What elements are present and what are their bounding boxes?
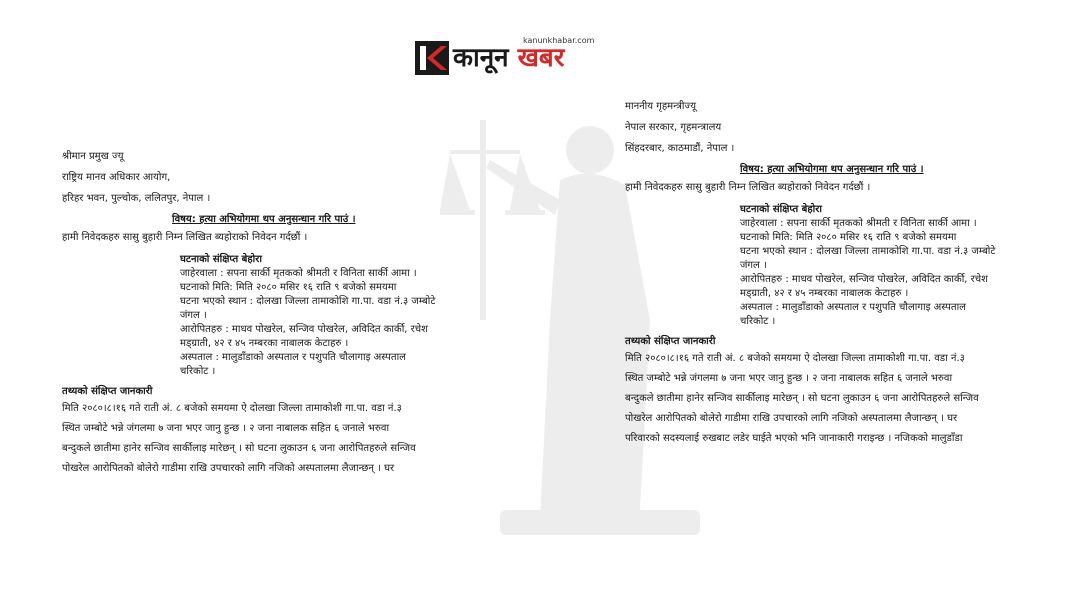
facts-line: बन्दुकले छातीमा हानेर सन्जिव सार्कीलाइ मारेछन् । सो घटना लुकाउन ६ जना आरोपितहरुले सन्जिव xyxy=(62,443,416,454)
addressee-line: राष्ट्रिय मानव अधिकार आयोग, xyxy=(62,172,171,183)
letter-intro: हामी निवेदकहरु सासु बुहारी निम्न लिखित ब्यहोराको निवेदन गर्दछौं । xyxy=(625,182,871,193)
summary-line: आरोपितहरु : माधव पोखरेल, सन्जिव पोखरेल, अविदित कार्की, रचेश xyxy=(740,274,988,285)
summary-title: घटनाको संक्षिप्त बेहोरा xyxy=(740,204,822,215)
brand-name-khabar: खबर xyxy=(517,43,565,73)
summary-line: जाहेरवाला : सपना सार्की मृतकको श्रीमती र विनिता सार्की आमा । xyxy=(740,218,977,229)
summary-section xyxy=(625,203,1025,329)
summary-line: घटना भएको स्थान : दोलखा जिल्ला तामाकोशि गा.पा. वडा नं.३ जम्बोटे xyxy=(740,246,996,257)
facts-line: स्थित जम्बोटे भन्ने जंगलमा ७ जना भएर जानु हुन्छ । २ जना नाबालक सहित ६ जनाले भरुवा xyxy=(625,373,953,384)
summary-line: घटना भएको स्थान : दोलखा जिल्ला तामाकोशि गा.पा. वडा नं.३ जम्बोटे xyxy=(180,296,436,307)
summary-line: चरिकोट । xyxy=(740,316,776,327)
facts-line: पोखरेल आरोपितको बोलेरो गाडीमा राखि उपचारको लागि नजिको अस्पतालमा लैजान्छन् । घर xyxy=(625,413,958,424)
addressee-line: नेपाल सरकार, गृहमन्त्रालय xyxy=(625,122,722,133)
summary-line: घटनाको मिति: मिति २०८० मसिर १६ राति ९ बजेको समयमा xyxy=(180,282,397,293)
summary-section xyxy=(62,253,462,379)
brand-k-logo-icon xyxy=(415,41,449,75)
facts-line: परिवारको सदस्यलाई रुखबाट लडेर घाईते भएको भनि जानाकारी गराइन्छ । नजिकको मालुडाँडा xyxy=(625,433,963,444)
addressee-line: सिंहदरबार, काठमाडौं, नेपाल । xyxy=(625,143,735,154)
summary-line: चरिकोट । xyxy=(180,366,216,377)
summary-line: मड्ग्राती, ४२ र ४५ नम्बरका नाबालक केटाहरु । xyxy=(180,338,349,349)
summary-line: घटनाको मिति: मिति २०८० मसिर १६ राति ९ बजेको समयमा xyxy=(740,232,957,243)
facts-line: स्थित जम्बोटे भन्ने जंगलमा ७ जना भएर जानु हुन्छ । २ जना नाबालक सहित ६ जनाले भरुवा xyxy=(62,423,390,434)
facts-body xyxy=(62,399,462,479)
letter-subject: विषय: हत्या अभियोगमा थप अनुसन्धान गरि पाउं । xyxy=(172,214,356,225)
letter-subject: विषय: हत्या अभियोगमा थप अनुसन्धान गरि पाउं । xyxy=(740,164,924,175)
summary-line: जंगल । xyxy=(180,310,207,321)
summary-line: अस्पताल : मालुडाँडाको अस्पताल र पशुपति चौलागाइ अस्पताल xyxy=(180,352,406,363)
summary-line: आरोपितहरु : माधव पोखरेल, सन्जिव पोखरेल, अविदित कार्की, रचेश xyxy=(180,324,428,335)
facts-line: मिति २०८०।८।१६ गते राती अं. ८ बजेको समयमा ऐ दोलखा जिल्ला तामाकोशी गा.पा. वडा नं.३ xyxy=(62,403,402,414)
summary-line: मड्ग्राती, ४२ र ४५ नम्बरका नाबालक केटाहरु । xyxy=(740,288,909,299)
summary-line: जंगल । xyxy=(740,260,767,271)
facts-line: मिति २०८०।८।१६ गते राती अं. ८ बजेको समयमा ऐ दोलखा जिल्ला तामाकोशी गा.पा. वडा नं.३ xyxy=(625,353,965,364)
addressee-line: श्रीमान प्रमुख ज्यू xyxy=(62,151,124,162)
brand-name-kanun: कानून xyxy=(453,43,509,73)
masthead xyxy=(415,36,595,78)
brand-site-url[interactable]: kanunkhabar.com xyxy=(523,36,595,45)
letter-intro: हामी निवेदकहरु सासु बुहारी निम्न लिखित ब्यहोराको निवेदन गर्दछौं । xyxy=(62,232,308,243)
facts-title: तथ्यको संक्षिप्त जानकारी xyxy=(62,386,153,397)
facts-body xyxy=(625,349,1025,449)
letter-right xyxy=(625,100,1025,449)
facts-line: पोखरेल आरोपितको बोलेरो गाडीमा राखि उपचारको लागि नजिको अस्पतालमा लैजान्छन् । घर xyxy=(62,463,395,474)
facts-line: बन्दुकले छातीमा हानेर सन्जिव सार्कीलाइ मारेछन् । सो घटना लुकाउन ६ जना आरोपितहरुले सन्जिव xyxy=(625,393,979,404)
summary-title: घटनाको संक्षिप्त बेहोरा xyxy=(180,254,262,265)
addressee-line: माननीय गृहमन्त्रीज्यू xyxy=(625,101,697,112)
addressee-line: हरिहर भवन, पुल्चोक, ललितपुर, नेपाल । xyxy=(62,193,211,204)
summary-line: अस्पताल : मालुडाँडाको अस्पताल र पशुपति चौलागाइ अस्पताल xyxy=(740,302,966,313)
facts-title: तथ्यको संक्षिप्त जानकारी xyxy=(625,336,716,347)
summary-line: जाहेरवाला : सपना सार्की मृतकको श्रीमती र विनिता सार्की आमा । xyxy=(180,268,417,279)
letter-left xyxy=(62,150,462,479)
brand-name[interactable] xyxy=(453,41,564,75)
